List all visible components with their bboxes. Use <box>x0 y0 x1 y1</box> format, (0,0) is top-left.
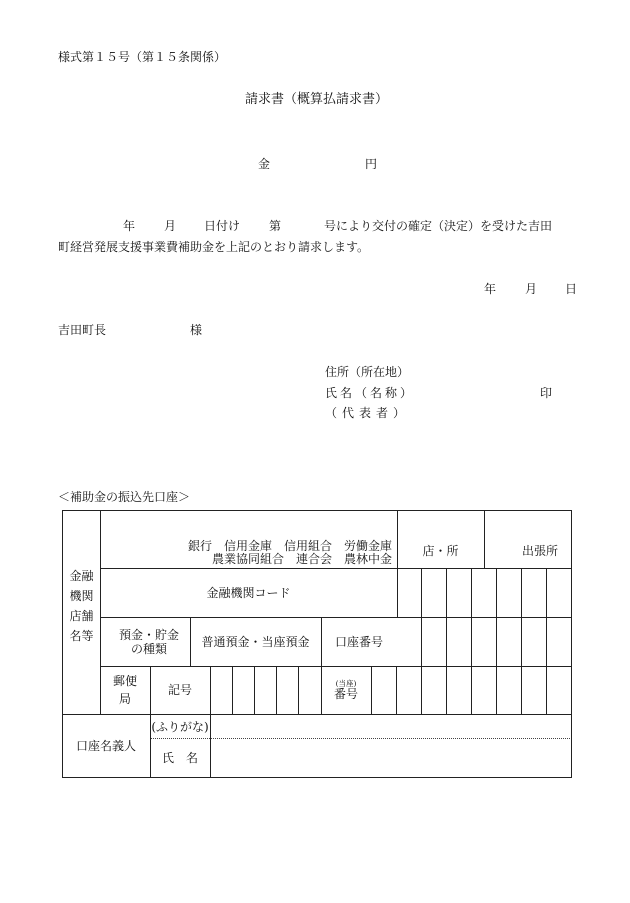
table-border-top <box>62 510 572 511</box>
symbol-label: 記号 <box>167 683 192 697</box>
post-office-label: 郵便局 <box>112 674 137 706</box>
number-box-line <box>471 666 472 714</box>
account-holder-label: 口座名義人 <box>75 739 136 753</box>
body-date-day-suffix: 日付け <box>204 219 241 233</box>
body-date-year: 年 <box>123 219 136 233</box>
institution-types <box>162 538 392 568</box>
number-box-line <box>371 666 372 714</box>
applicant-seal: 印 <box>540 386 553 400</box>
addressee-name: 吉田町長 <box>58 323 107 337</box>
addressee-honorific: 様 <box>190 323 203 337</box>
deposit-type-label: 預金・貯金の種類 <box>118 627 179 656</box>
institution-types-row2: 農業協同組合 連合会 農林中金 <box>211 552 392 566</box>
signature-day: 日 <box>565 282 578 296</box>
document-title: 請求書（概算払請求書） <box>245 92 389 107</box>
institution-code-label: 金融機関コード <box>206 585 291 600</box>
table-col-symbol <box>210 666 211 714</box>
signature-year: 年 <box>484 282 497 296</box>
account-number-label: 口座番号 <box>334 634 383 649</box>
body-line2: 町経営発展支援事業費補助金を上記のとおり請求します。 <box>58 240 370 254</box>
number-box-line <box>521 666 522 714</box>
branch-label: 店・所 <box>422 544 459 558</box>
signature-month: 月 <box>525 282 538 296</box>
body-line1-rest: 号により交付の確定（決定）を受けた吉田 <box>324 219 553 233</box>
number-box-line <box>421 666 422 714</box>
applicant-address-label: 住所（所在地） <box>325 365 410 379</box>
furigana-dotted-rule <box>150 738 572 739</box>
current-account-note: (当座) <box>335 679 357 688</box>
institution-types-row1: 銀行 信用金庫 信用組合 労働金庫 <box>187 539 392 553</box>
deposit-type-options: 普通預金・当座預金 <box>201 634 310 649</box>
holder-name-label: 氏 名 <box>161 751 198 765</box>
body-number-prefix: 第 <box>269 219 282 233</box>
number-label: 番号 <box>333 687 358 701</box>
code-box-line <box>521 568 522 666</box>
code-box-line <box>471 568 472 666</box>
number-box-line <box>396 666 397 714</box>
furigana-label: (ふりがな) <box>151 719 209 734</box>
applicant-name-label: 氏名（名称） <box>325 386 416 400</box>
table-col-subbranch <box>484 510 485 568</box>
number-box-line <box>546 666 547 714</box>
applicant-representative-label: （代表者） <box>325 406 411 420</box>
form-number: 様式第１５号（第１５条関係） <box>58 50 227 64</box>
sub-branch-label: 出張所 <box>521 544 558 558</box>
number-box-line <box>446 666 447 714</box>
body-date-month: 月 <box>164 219 177 233</box>
number-box-line <box>496 666 497 714</box>
table-border-bottom <box>62 777 572 778</box>
code-box-line <box>421 568 422 666</box>
symbol-box-line <box>298 666 299 714</box>
code-box-line <box>446 568 447 666</box>
holder-col-line <box>210 714 211 778</box>
symbol-box-line <box>254 666 255 714</box>
symbol-box-line <box>276 666 277 714</box>
code-box-line <box>546 568 547 666</box>
bank-account-table <box>62 510 572 778</box>
code-box-line <box>496 568 497 666</box>
symbol-box-line <box>232 666 233 714</box>
institution-label: 金融機関店舗名等 <box>69 569 94 643</box>
amount-unit: 円 <box>365 157 378 171</box>
amount-prefix: 金 <box>258 157 271 171</box>
current-account-number-label <box>321 668 371 712</box>
bank-section-heading: ＜補助金の振込先口座＞ <box>58 490 191 504</box>
